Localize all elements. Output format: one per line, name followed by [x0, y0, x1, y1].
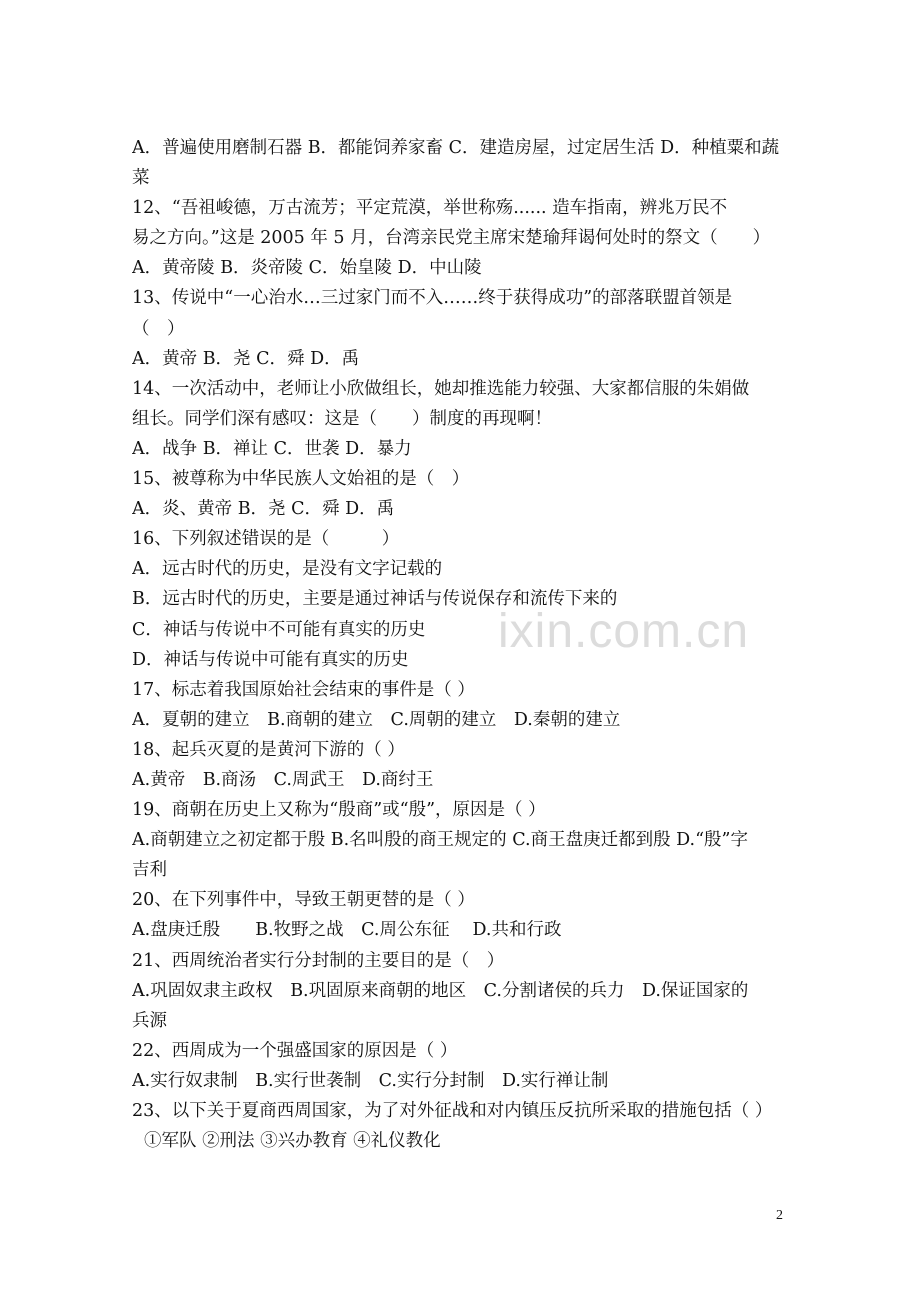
text-line: 兵源	[132, 1010, 167, 1031]
text-line: A．普遍使用磨制石器 B．都能饲养家畜 C．建造房屋，过定居生活 D．种植粟和蔬	[132, 138, 780, 158]
option-16d: D．神话与传说中可能有真实的历史	[132, 649, 409, 670]
option-16c: C．神话与传说中不可能有真实的历史	[132, 619, 426, 640]
options-12: A．黄帝陵 B．炎帝陵 C．始皇陵 D．中山陵	[132, 258, 482, 279]
options-14: A．战争 B．禅让 C．世袭 D．暴力	[132, 438, 412, 459]
question-13: 13、传说中“一心治水…三过家门而不入……终于获得成功”的部落联盟首领是	[132, 288, 733, 309]
options-22: A.实行奴隶制 B.实行世袭制 C.实行分封制 D.实行禅让制	[132, 1070, 609, 1091]
question-19: 19、商朝在历史上又称为“殷商”或“殷”，原因是（ ）	[132, 800, 546, 821]
options-19: A.商朝建立之初定都于殷 B.名叫殷的商王规定的 C.商王盘庚迁都到殷 D.“殷”字	[132, 830, 749, 851]
question-20: 20、在下列事件中，导致王朝更替的是（ ）	[132, 890, 475, 911]
question-16: 16、下列叙述错误的是（ ）	[132, 529, 400, 550]
page-number: 2	[776, 1208, 783, 1223]
options-23: ①军队 ②刑法 ③兴办教育 ④礼仪教化	[144, 1131, 441, 1152]
option-16a: A．远古时代的历史，是没有文字记载的	[132, 559, 443, 580]
watermark: ixin.com.cn	[498, 605, 750, 658]
options-13: A．黄帝 B．尧 C．舜 D．禹	[132, 348, 360, 369]
question-15: 15、被尊称为中华民族人文始祖的是（ ）	[132, 469, 470, 490]
option-16b: B．远古时代的历史，主要是通过神话与传说保存和流传下来的	[132, 589, 618, 610]
question-14: 14、一次活动中，老师让小欣做组长，她却推选能力较强、大家都信服的朱娟做	[132, 378, 750, 399]
text-line: 吉利	[132, 860, 167, 881]
question-22: 22、西周成为一个强盛国家的原因是（ ）	[132, 1040, 458, 1061]
options-17: A．夏朝的建立 B.商朝的建立 C.周朝的建立 D.秦朝的建立	[132, 709, 621, 730]
question-12: 12、“吾祖峻德，万古流芳；平定荒漠，举世称殇...... 造车指南，辨兆万民不	[132, 198, 728, 219]
question-18: 18、起兵灭夏的是黄河下游的（ ）	[132, 739, 405, 760]
question-21: 21、西周统治者实行分封制的主要目的是（ ）	[132, 950, 505, 971]
options-20: A.盘庚迁殷 B.牧野之战 C.周公东征 D.共和行政	[132, 920, 562, 941]
options-21: A.巩固奴隶主政权 B.巩固原来商朝的地区 C.分割诸侯的兵力 D.保证国家的	[132, 980, 749, 1001]
text-line: （ ）	[132, 318, 185, 339]
text-line: 组长。同学们深有感叹：这是（ ）制度的再现啊！	[132, 408, 552, 429]
text-line: 易之方向。”这是 2005 年 5 月，台湾亲民党主席宋楚瑜拜谒何处时的祭文（ ）	[132, 228, 771, 249]
question-23: 23、以下关于夏商西周国家，为了对外征战和对内镇压反抗所采取的措施包括（ ）	[132, 1101, 773, 1121]
text-line: 菜	[132, 168, 150, 189]
options-15: A．炎、黄帝 B．尧 C．舜 D．禹	[132, 499, 395, 520]
options-18: A.黄帝 B.商汤 C.周武王 D.商纣王	[132, 769, 434, 790]
question-17: 17、标志着我国原始社会结束的事件是（ ）	[132, 679, 475, 700]
